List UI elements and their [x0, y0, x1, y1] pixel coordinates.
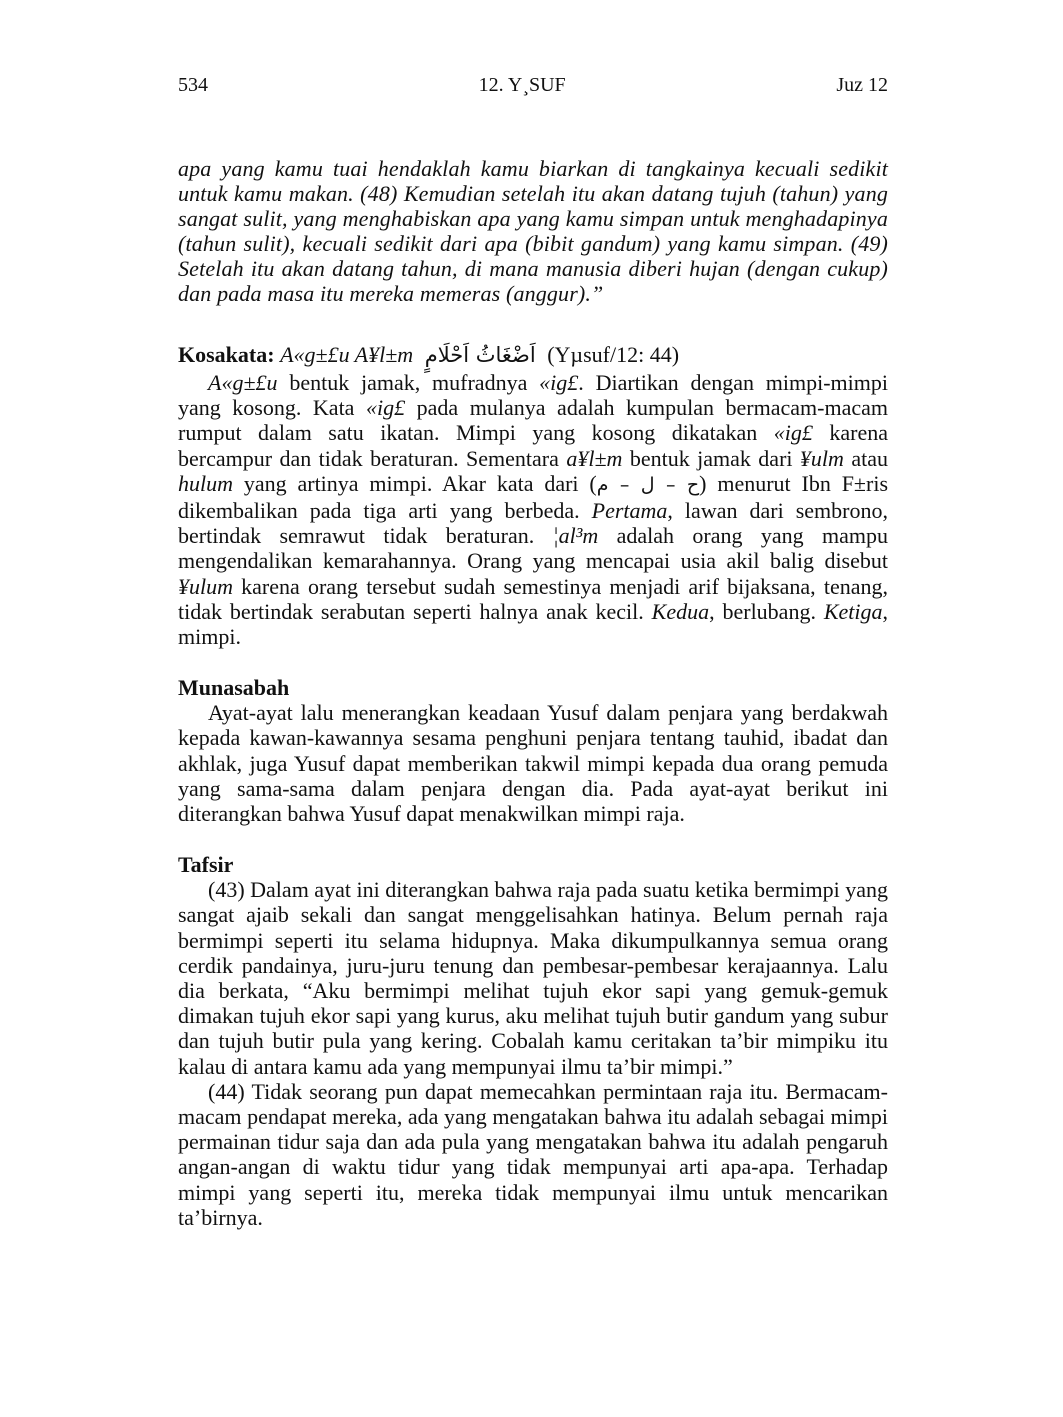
term-italic: ¥ulum	[178, 573, 233, 599]
term-italic: «ig£	[773, 420, 813, 446]
text-run: ) menurut Ibn F±ris dikembalikan pada tiga arti yang berbeda.	[178, 470, 889, 524]
munasabah-heading: Munasabah	[178, 675, 290, 701]
page	[178, 72, 888, 1230]
text-run: , berlubang.	[709, 598, 824, 624]
chapter-title: 12. Y¸SUF	[478, 74, 566, 96]
text-run: karena orang tersebut sudah semestinya menjadi arif bijaksana, tenang, tidak bertindak serabutan seperti halnya anak kecil.	[178, 573, 888, 624]
munasabah-paragraph: Ayat-ayat lalu menerangkan keadaan Yusuf dalam penjara yang berdakwah kepada kawan-kawannya sesama penghuni penjara tentang tauhid, ibadat dan akhlak, juga Yusuf dapat memberikan takwil mimpi kepada dua orang pemuda yang sama-sama dalam penjara dengan dia. Pada ayat-ayat berikut ini diterangkan bahwa Yusuf dapat menakwilkan mimpi raja.	[178, 700, 888, 827]
term-italic: hulum	[178, 470, 233, 496]
page-number: 534	[178, 74, 208, 96]
term-italic: ¥ulm	[799, 445, 844, 471]
kosakata-arabic: اَضْغَاثُ اَحْلَامٍ	[424, 343, 536, 367]
text-run: pada mulanya adalah kumpulan bermacam-macam rumput dalam satu ikatan. Mimpi yang kosong dikatakan	[178, 395, 888, 446]
text-run: , lawan dari sembrono, bertindak semrawut tidak beraturan.	[178, 498, 888, 549]
term-italic: A«g±£u	[208, 370, 278, 395]
text-run: karena bercampur dan tidak beraturan. Sementara	[178, 420, 888, 471]
term-italic: Ketiga	[823, 598, 883, 624]
text-run: bentuk jamak, mufradnya	[277, 370, 540, 395]
kosakata-explanation	[178, 370, 888, 649]
text-run: yang artinya mimpi. Akar kata dari (	[233, 470, 597, 496]
tafsir-paragraph-43: (43) Dalam ayat ini diterangkan bahwa raja pada suatu ketika bermimpi yang sangat ajaib sekali dan sangat menggelisahkan hatinya. Belum pernah raja bermimpi seperti itu selama hidupnya. Maka dikumpulkannya semua orang cerdik pandainya, juru-juru tenung dan pembesar-pembesar kerajaannya. Lalu dia berkata, “Aku bermimpi melihat tujuh ekor sapi yang gemuk-gemuk dimakan tujuh ekor sapi yang kurus, aku melihat tujuh butir gandum yang subur dan tujuh butir pula yang kering. Cobalah kamu ceritakan ta’bir mimpiku itu kalau di antara kamu ada yang mempunyai ilmu ta’bir mimpi.”	[178, 877, 888, 1079]
term-italic: ¦al³m	[552, 523, 599, 549]
kosakata-reference: (Yµsuf/12: 44)	[547, 342, 680, 367]
kosakata-label: Kosakata:	[178, 342, 275, 367]
term-italic: «ig£	[539, 370, 579, 395]
tafsir-heading: Tafsir	[178, 852, 234, 878]
term-italic: Kedua	[651, 598, 710, 624]
term-italic: Pertama	[591, 498, 668, 524]
juz-label: Juz 12	[836, 74, 888, 96]
text-run: bentuk jamak dari	[622, 445, 800, 471]
verse-translation: apa yang kamu tuai hendaklah kamu biarkan di tangkainya kecuali sedikit untuk kamu makan. (48) Kemudian setelah itu akan datang tujuh (tahun) yang sangat sulit, yang menghabiskan apa yang kamu simpan untuk menghadapinya (tahun sulit), kecuali sedikit dari apa (bibit gandum) yang kamu simpan. (49) Setelah itu akan datang tahun, di mana manusia diberi hujan (dengan cukup) dan pada masa itu mereka memeras (anggur).”	[178, 156, 888, 306]
kosakata-heading	[178, 340, 888, 370]
text-run: atau	[843, 445, 888, 471]
text-run: adalah orang yang mampu mengendalikan kemarahannya. Orang yang mencapai usia akil balig disebut	[178, 523, 888, 574]
term-italic: a¥l±m	[566, 445, 623, 471]
tafsir-paragraph-44: (44) Tidak seorang pun dapat memecahkan permintaan raja itu. Bermacam-macam pendapat mereka, ada yang mengatakan bahwa itu adalah sebagai mimpi permainan tidur saja dan ada pula yang mengatakan bahwa itu adalah pengaruh angan-angan di waktu tidur yang tidak mempunyai arti apa-apa. Terhadap mimpi yang seperti itu, mereka tidak mempunyai ilmu untuk mencarikan ta’birnya.	[178, 1078, 888, 1230]
text-run: . Diartikan dengan mimpi-mimpi yang kosong. Kata	[178, 370, 888, 421]
text-run: , mimpi.	[178, 598, 889, 650]
arabic-root: ح – ل – م	[596, 473, 700, 496]
kosakata-term: A«g±£u A¥l±m	[280, 342, 414, 367]
running-header	[178, 72, 888, 98]
term-italic: «ig£	[366, 395, 406, 421]
